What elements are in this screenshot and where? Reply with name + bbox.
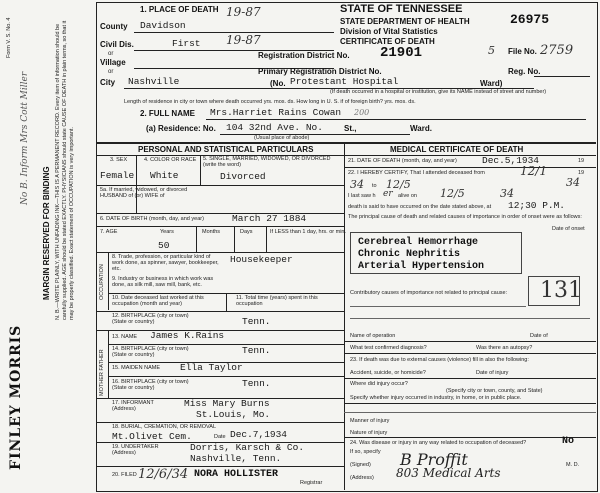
injury-date-label: Date of injury xyxy=(476,370,509,376)
mother-name-label: 15. MAIDEN NAME xyxy=(112,365,160,371)
certificate-title: CERTIFICATE OF DEATH xyxy=(340,37,435,46)
father-birthplace-label: 14. BIRTHPLACE (city or town) (State or country) xyxy=(112,346,189,358)
filed-label: 20. FILED xyxy=(112,472,137,478)
accident-label: Accident, suicide, or homicide? xyxy=(350,370,426,376)
primary-reg-label: Primary Registration District No. xyxy=(258,67,382,76)
last-saw-label: I last saw h xyxy=(348,193,376,199)
occupation-side-label: OCCUPATION xyxy=(99,264,105,300)
hospital-note: (If death occurred in a hospital or institution, give its NAME instead of street and number) xyxy=(330,89,547,95)
age-days-label: Days xyxy=(240,229,253,235)
birthplace-value: Tenn. xyxy=(242,316,271,327)
cause-2: Chronic Nephritis xyxy=(358,249,461,260)
to-label: to xyxy=(372,183,377,189)
file-no-value: 2759 xyxy=(540,43,574,58)
residence-value: 104 32nd Ave. No. xyxy=(226,122,323,133)
age-less-label: If LESS than 1 day, hrs. or min. xyxy=(270,229,347,235)
color-value: White xyxy=(150,170,179,181)
father-birthplace-value: Tenn. xyxy=(242,345,271,356)
registrar-label: Registrar xyxy=(300,480,323,486)
marital-value: Divorced xyxy=(220,171,266,182)
total-time-label: 11. Total time (years) spent in this occupation xyxy=(236,295,318,307)
death-occurred-label: death is said to have occurred on the date stated above, at xyxy=(348,204,492,210)
form-number: Form V. S. No. 4 xyxy=(6,17,12,58)
manner-label: Manner of injury xyxy=(350,418,390,424)
attend-year-1: 34 xyxy=(350,178,364,191)
section-top-rule xyxy=(96,142,596,144)
undertaker-address: Nashville, Tenn. xyxy=(190,453,282,464)
civil-district-value: First xyxy=(172,38,201,49)
certify-label: 22. I HEREBY CERTIFY, That I attended deceased from xyxy=(348,170,485,176)
marital-label: 5. SINGLE, MARRIED, WIDOWED, OR DIVORCED (write the word) xyxy=(203,156,331,168)
dob-value: March 27 1884 xyxy=(232,213,307,224)
external-causes-label: 23. If death was due to external causes (violence) fill in also the following: xyxy=(350,357,529,363)
attend-year-2: 34 xyxy=(566,176,580,189)
age-years-label: Years xyxy=(160,229,174,235)
residence-ward: Ward. xyxy=(410,124,432,133)
dod-19: 19 xyxy=(578,158,585,164)
burial-date-label: Date xyxy=(214,434,226,440)
age-value: 50 xyxy=(158,240,170,251)
parents-side-label: MOTHER FATHER xyxy=(99,349,105,396)
age-label: 7. AGE xyxy=(100,229,118,235)
footnote-number: 200 xyxy=(354,108,370,117)
usual-place-label: (Usual place of abode) xyxy=(254,135,310,141)
disease-occupation-value: No xyxy=(562,436,575,447)
informant-label: 17. INFORMANT (Address) xyxy=(112,400,154,412)
or-label-1: or xyxy=(108,51,114,57)
reg-district-label: Registration District No. xyxy=(258,51,350,60)
residence-label: (a) Residence: No. xyxy=(146,124,216,133)
last-worked-label: 10. Date deceased last worked at this occupation (month and year) xyxy=(112,295,204,307)
physician-signature: B Proffit xyxy=(400,450,468,469)
village-label: Village xyxy=(100,58,126,67)
county-annotation: 19-87 xyxy=(226,5,261,19)
occupation-label: 8. Trade, profession, or particular kind of work done, as spinner, sawyer, bookkeeper, etc. xyxy=(112,254,219,272)
nature-label: Nature of injury xyxy=(350,430,388,436)
where-injury-label: Where did injury occur? xyxy=(350,381,408,387)
division-title: Division of Vital Statistics xyxy=(340,27,438,36)
binding-margin-label: MARGIN RESERVED FOR BINDING xyxy=(42,166,51,300)
city-label: City xyxy=(100,78,116,87)
county-label: County xyxy=(100,22,128,31)
registrar-name: NORA HOLLISTER xyxy=(194,469,279,480)
father-name-value: James K.Rains xyxy=(150,330,225,341)
specify-label: Specify whether injury occurred in industry, in home, or in public place. xyxy=(350,395,522,401)
reg-district-value: 21901 xyxy=(380,45,423,61)
cause-intro: The principal cause of death and related causes of importance in order of onset were as follows: xyxy=(348,214,582,220)
certify-from-value: 12/1 xyxy=(520,164,547,178)
certificate-number-stamp: 26975 xyxy=(510,12,550,27)
file-no-label: File No. xyxy=(508,47,537,56)
physician-address: 803 Medical Arts xyxy=(396,466,501,480)
undertaker-label: 19. UNDERTAKER (Address) xyxy=(112,444,159,456)
diagnosis-label: What test confirmed diagnosis? xyxy=(350,345,427,351)
alive-on-value: 12/5 xyxy=(440,187,465,200)
margin-instructions: N. B.—WRITE PLAINLY, WITH UNFADING INK—THIS IS A PERMANENT RECORD. Every item of information should be carefully supplied. AGE should be stated EXACTLY. PHYSICIANS should state CAUSE OF DEATH in plain terms, so that it may be properly classified. Exact statement of OCCUPATION is very important. xyxy=(55,20,75,320)
civil-district-annotation: 19-87 xyxy=(226,33,261,47)
operation-label: Name of operation xyxy=(350,333,396,339)
reg-no-label: Reg. No. xyxy=(508,67,541,76)
date-of-death-value: Dec.5,1934 xyxy=(482,155,540,166)
county-value: Davidson xyxy=(140,20,186,31)
attend-to-value: 12/5 xyxy=(386,178,411,191)
address-label: (Address) xyxy=(350,475,374,481)
mother-name-value: Ella Taylor xyxy=(180,362,243,373)
full-name-label: 2. FULL NAME xyxy=(140,109,195,118)
signed-label: (Signed) xyxy=(350,462,371,468)
where-spec-label: (Specify city or town, county, and State) xyxy=(446,388,543,394)
if-so-label: If so, specify xyxy=(350,449,381,455)
mother-birthplace-value: Tenn. xyxy=(242,378,271,389)
medical-section-title: MEDICAL CERTIFICATE OF DEATH xyxy=(390,145,524,154)
reg-district-mark: 5 xyxy=(488,44,495,57)
alive-year-value: 34 xyxy=(500,187,514,200)
dob-label: 6. DATE OF BIRTH (month, day, and year) xyxy=(100,216,204,222)
spouse-label: 5a. If married, widowed, or divorced HUSBAND of (or) WIFE of xyxy=(100,187,188,199)
father-name-label: 13. NAME xyxy=(112,334,138,340)
filed-date: 12/6/34 xyxy=(138,467,189,482)
contributory-label: Contributory causes of importance not related to principal cause: xyxy=(350,290,508,296)
sex-value: Female xyxy=(100,170,135,181)
sex-label: 3. SEX xyxy=(110,157,128,163)
street-prefix: (No. xyxy=(270,79,286,88)
occupation-value: Housekeeper xyxy=(230,254,293,265)
civil-district-label: Civil Dis. xyxy=(100,40,134,49)
state-title: STATE OF TENNESSEE xyxy=(340,3,463,15)
length-of-residence-note: Length of residence in city or town where death occurred yrs. mos. ds. How long in U. S. if of foreign birth? yrs. mos. ds. xyxy=(124,99,416,105)
burial-place-value: Mt.Olivet Cem. xyxy=(112,431,192,442)
last-saw-her: er xyxy=(383,189,393,199)
residence-st: St., xyxy=(344,124,357,133)
disease-occupation-label: 24. Was disease or injury in any way related to occupation of deceased? xyxy=(350,440,527,446)
ward-label-top: Ward) xyxy=(480,79,503,88)
undertaker-value: Dorris, Karsch & Co. xyxy=(190,442,305,453)
personal-section-title: PERSONAL AND STATISTICAL PARTICULARS xyxy=(138,145,314,154)
operation-date-label: Date of xyxy=(530,333,548,339)
date-of-onset-label: Date of onset xyxy=(552,226,585,232)
place-of-death-label: 1. PLACE OF DEATH xyxy=(140,5,219,14)
birthplace-label: 12. BIRTHPLACE (city or town) (State or country) xyxy=(112,313,189,325)
burial-date-value: Dec.7,1934 xyxy=(230,429,288,440)
department-title: STATE DEPARTMENT OF HEALTH xyxy=(340,17,470,26)
informant-address: St.Louis, Mo. xyxy=(196,409,271,420)
hospital-value: Protestant Hospital xyxy=(290,76,399,87)
cause-code: 131 xyxy=(540,278,582,303)
certify-19: 19 xyxy=(578,170,585,176)
time-of-death-value: 12;30 P.M. xyxy=(508,200,566,211)
signed-md-label: M. D. xyxy=(566,462,580,468)
alive-on-label: alive on xyxy=(398,193,417,199)
burial-label: 18. BURIAL, CREMATION, OR REMOVAL xyxy=(112,424,217,430)
finley-morris-stamp: FINLEY MORRIS xyxy=(8,324,24,470)
age-months-label: Months xyxy=(202,229,221,235)
city-value: Nashville xyxy=(128,76,180,87)
or-label-2: or xyxy=(108,69,114,75)
industry-label: 9. Industry or business in which work was done, as silk mill, saw mill, bank, etc. xyxy=(112,276,214,288)
color-label: 4. COLOR OR RACE xyxy=(144,157,197,163)
margin-handwritten-note: No B. Inform Mrs Cott Miller xyxy=(20,71,30,205)
informant-value: Miss Mary Burns xyxy=(184,398,270,409)
autopsy-label: Was there an autopsy? xyxy=(476,345,533,351)
mother-birthplace-label: 16. BIRTHPLACE (city or town) (State or country) xyxy=(112,379,189,391)
full-name-value: Mrs.Harriet Rains Cowan xyxy=(210,107,342,118)
cause-1: Cerebreal Hemorrhage xyxy=(358,237,479,248)
date-of-death-label: 21. DATE OF DEATH (month, day, and year) xyxy=(348,158,457,164)
cause-3: Arterial Hypertension xyxy=(358,261,485,272)
